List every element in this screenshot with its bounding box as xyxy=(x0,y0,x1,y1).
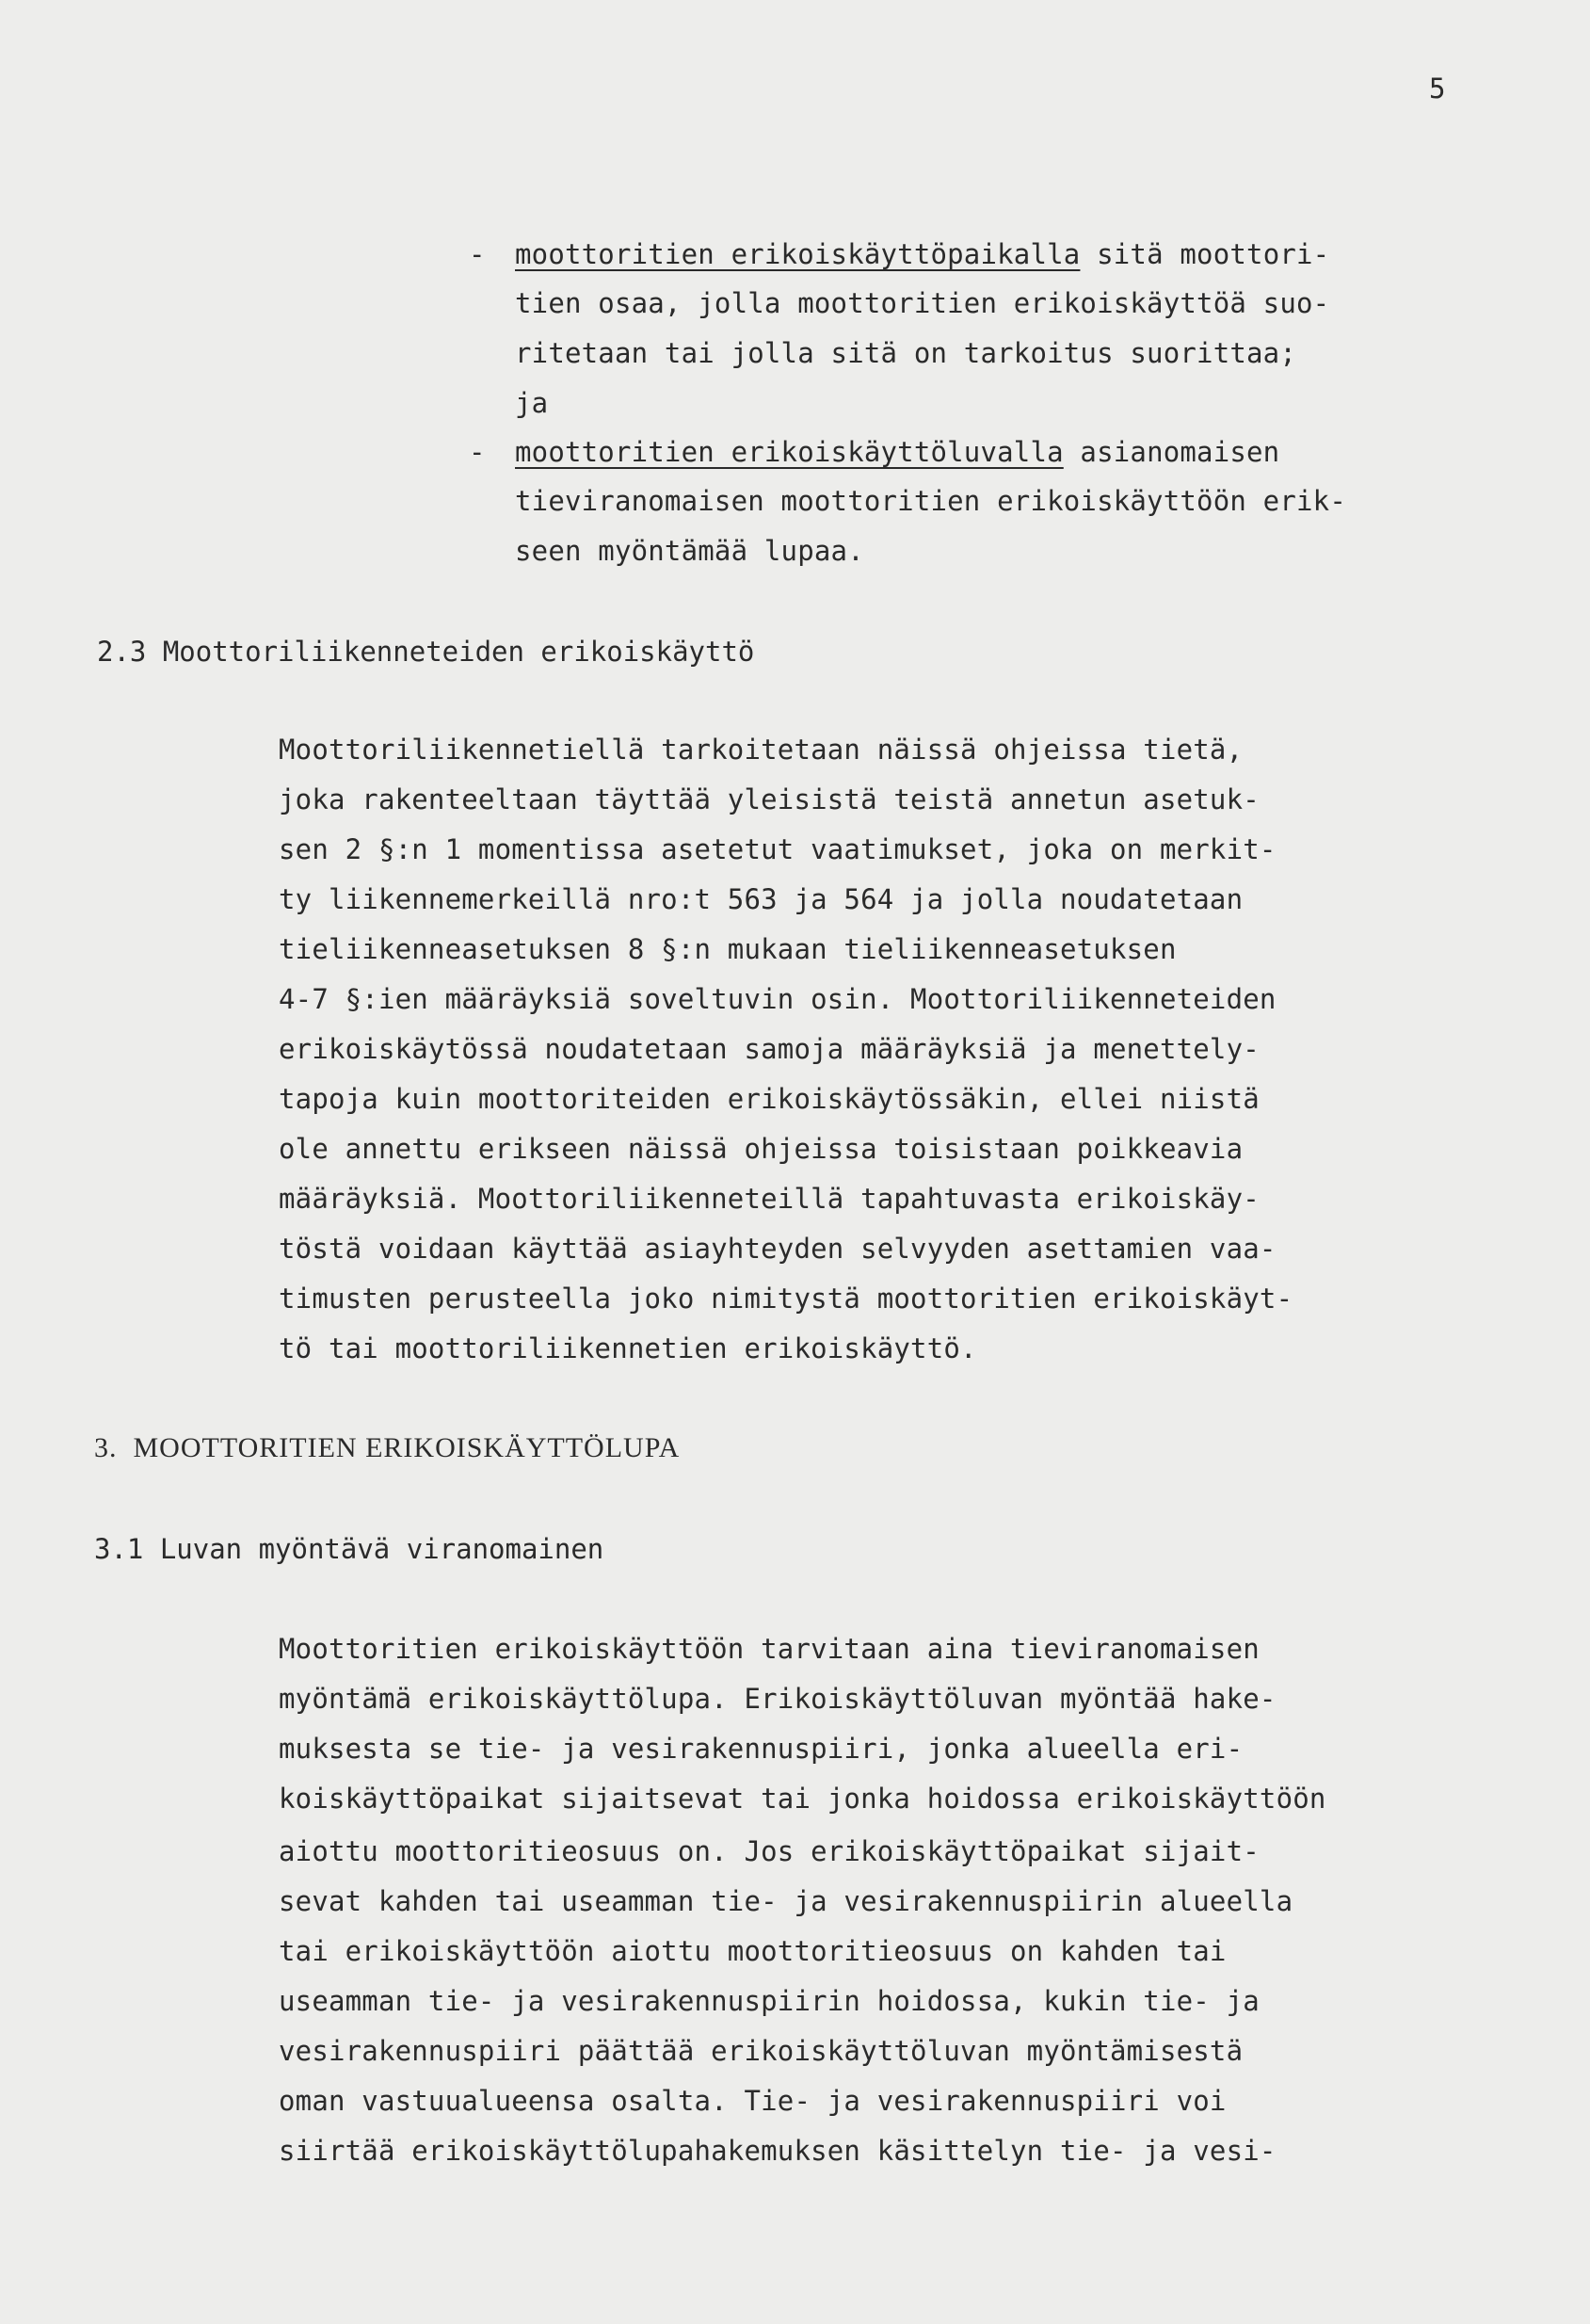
section-3-1-line: siirtää erikoiskäyttölupahakemuksen käsittelyn tie- ja vesi- xyxy=(279,2135,1277,2167)
section-2-3-line: ty liikennemerkeillä nro:t 563 ja 564 ja jolla noudatetaan xyxy=(279,883,1244,915)
section-2-3-heading: 2.3 Moottoriliikenneteiden erikoiskäyttö xyxy=(97,636,755,668)
definition-item-2-rest: asianomaisen xyxy=(1063,436,1280,468)
section-2-3-line: sen 2 §:n 1 momentissa asetetut vaatimukset, joka on merkit- xyxy=(279,833,1277,865)
section-2-3-line: töstä voidaan käyttää asiayhteyden selvyyden asettamien vaa- xyxy=(279,1233,1277,1265)
section-3-1-line: myöntämä erikoiskäyttölupa. Erikoiskäyttöluvan myöntää hake- xyxy=(279,1683,1277,1715)
section-3-1-line: aiottu moottoritieosuus on. Jos erikoiskäyttöpaikat sijait- xyxy=(279,1835,1260,1867)
page-number: 5 xyxy=(1429,73,1446,105)
definition-item-1-line-4: ja xyxy=(515,387,549,419)
section-3-1-line: sevat kahden tai useamman tie- ja vesirakennuspiirin alueella xyxy=(279,1885,1293,1917)
definition-item-2-dash: - xyxy=(469,436,486,468)
definition-item-2-line-2: tieviranomaisen moottoritien erikoiskäyttöön erik- xyxy=(515,485,1346,517)
section-2-3-line: tieliikenneasetuksen 8 §:n mukaan tieliikenneasetuksen xyxy=(279,933,1177,965)
section-2-3-line: tapoja kuin moottoriteiden erikoiskäytössäkin, ellei niistä xyxy=(279,1083,1260,1115)
section-3-1-line: useamman tie- ja vesirakennuspiirin hoidossa, kukin tie- ja xyxy=(279,1985,1260,2017)
section-2-3-line: joka rakenteeltaan täyttää yleisistä teistä annetun asetuk- xyxy=(279,783,1260,815)
section-3-1-line: vesirakennuspiiri päättää erikoiskäyttöluvan myöntämisestä xyxy=(279,2035,1244,2067)
definition-item-1-first-line xyxy=(515,235,1329,273)
section-2-3-line: 4-7 §:ien määräyksiä soveltuvin osin. Moottoriliikenneteiden xyxy=(279,983,1277,1015)
section-2-3-line: ole annettu erikseen näissä ohjeissa toisistaan poikkeavia xyxy=(279,1133,1244,1165)
definition-term-2: moottoritien erikoiskäyttöluvalla xyxy=(515,436,1064,468)
definition-item-1-line-3: ritetaan tai jolla sitä on tarkoitus suorittaa; xyxy=(515,337,1296,369)
definition-item-1-rest: sitä moottori- xyxy=(1080,238,1330,270)
definition-item-2-line-3: seen myöntämää lupaa. xyxy=(515,535,864,567)
section-3-heading: 3. MOOTTORITIEN ERIKOISKÄYTTÖLUPA xyxy=(94,1432,681,1463)
section-3-1-line: koiskäyttöpaikat sijaitsevat tai jonka hoidossa erikoiskäyttöön xyxy=(279,1783,1326,1815)
definition-item-1-dash: - xyxy=(469,238,486,270)
definition-item-2-first-line xyxy=(515,433,1279,471)
section-3-1-line: tai erikoiskäyttöön aiottu moottoritieosuus on kahden tai xyxy=(279,1935,1227,1967)
definition-term-1: moottoritien erikoiskäyttöpaikalla xyxy=(515,238,1081,270)
section-2-3-line: määräyksiä. Moottoriliikenneteillä tapahtuvasta erikoiskäy- xyxy=(279,1183,1260,1215)
section-2-3-line: Moottoriliikennetiellä tarkoitetaan näissä ohjeissa tietä, xyxy=(279,734,1244,766)
section-2-3-line: erikoiskäytössä noudatetaan samoja määräyksiä ja menettely- xyxy=(279,1033,1260,1065)
section-3-1-heading: 3.1 Luvan myöntävä viranomainen xyxy=(94,1533,604,1565)
section-2-3-line: tö tai moottoriliikennetien erikoiskäyttö. xyxy=(279,1332,977,1364)
section-3-1-line: oman vastuualueensa osalta. Tie- ja vesirakennuspiiri voi xyxy=(279,2085,1227,2117)
definition-item-1-line-2: tien osaa, jolla moottoritien erikoiskäyttöä suo- xyxy=(515,287,1330,319)
section-2-3-line: timusten perusteella joko nimitystä moottoritien erikoiskäyt- xyxy=(279,1283,1293,1315)
section-3-1-line: Moottoritien erikoiskäyttöön tarvitaan aina tieviranomaisen xyxy=(279,1633,1260,1665)
section-3-1-line: muksesta se tie- ja vesirakennuspiiri, jonka alueella eri- xyxy=(279,1733,1244,1765)
